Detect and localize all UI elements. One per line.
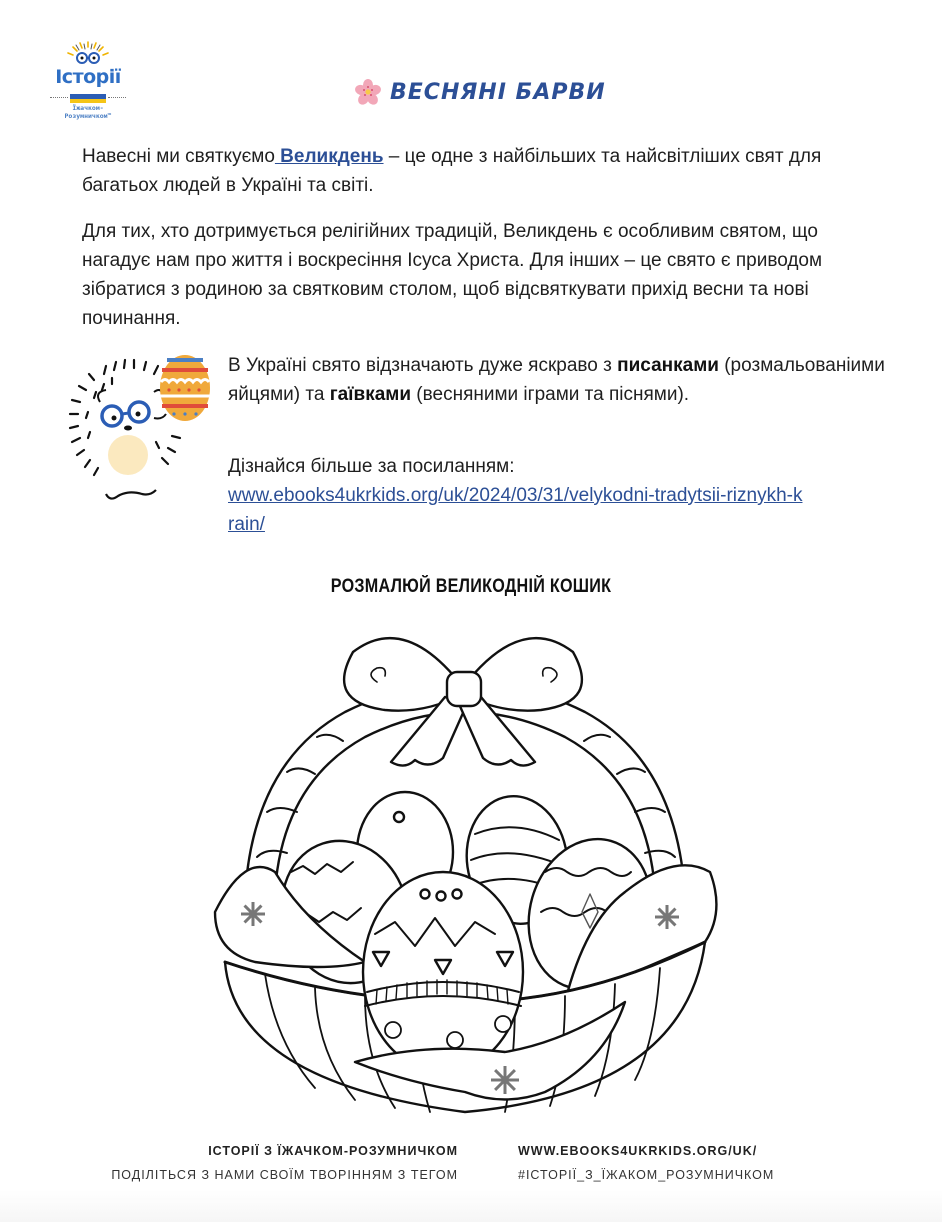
traditions-text-1: В Україні свято відзначають дуже яскраво з — [228, 355, 618, 376]
logo-title: Історії — [55, 66, 121, 88]
logo-divider — [50, 97, 68, 98]
traditions-text-2: (розмальованіими яйцями) та — [228, 355, 885, 405]
easter-link[interactable]: Великдень — [274, 146, 384, 167]
intro-paragraph — [82, 142, 862, 200]
intro-text-start: Навесні ми святкуємо — [82, 146, 275, 167]
footer-hashtag: #ІСТОРІЇ_З_ЇЖАКОМ_РОЗУМНИЧКОМ — [518, 1168, 775, 1182]
logo-subtitle-line1: Їжачком- — [72, 104, 104, 112]
hedgehog-with-egg-illustration — [42, 332, 222, 520]
footer-brand: ІСТОРІЇ З ЇЖАЧКОМ-РОЗУМНИЧКОМ — [208, 1144, 458, 1158]
page-title: ВЕСНЯНІ БАРВИ — [390, 79, 606, 105]
logo-divider — [108, 97, 126, 98]
footer-share-text: ПОДІЛІТЬСЯ З НАМИ СВОЇМ ТВОРІННЯМ З ТЕГОМ — [111, 1168, 458, 1182]
learn-more-link[interactable]: www.ebooks4ukrkids.org/uk/2024/03/31/velykodni-tradytsii-riznykh-krain/ — [228, 485, 803, 535]
pysanky-term: писанками — [617, 355, 719, 376]
learn-more-label: Дізнайся більше за посиланням: — [228, 456, 515, 477]
easter-basket-coloring-illustration — [205, 622, 720, 1122]
cherry-blossom-icon — [354, 78, 382, 106]
haivky-term: гаївками — [329, 384, 412, 405]
footer-website-link[interactable]: WWW.EBOOKS4UKRKIDS.ORG/UK/ — [518, 1144, 758, 1158]
ukraine-flag-icon — [70, 94, 106, 103]
traditions-paragraph — [228, 351, 888, 409]
page-heading — [354, 78, 606, 106]
religious-paragraph: Для тих, хто дотримується релігійних традицій, Великдень є особливим святом, що нагадує нам про життя і воскресіння Ісуса Христа. Для інших – це свято є приводом зібратися з родиною за святковим столом, щоб відсвяткувати прихід весни та нові починання. — [82, 221, 823, 329]
logo-subtitle-line2: Розумничком™ — [64, 112, 112, 120]
page-bottom-edge — [0, 1190, 942, 1222]
easter-egg-icon — [160, 355, 210, 421]
traditions-text-3: (весняними іграми та піснями). — [411, 384, 690, 405]
logo — [48, 40, 128, 120]
intro-text-end: – це одне з найбільших та найсвітліших свят для багатьох людей в Україні та світі. — [82, 146, 822, 196]
hedgehog-logo-icon — [62, 40, 114, 68]
coloring-title: РОЗМАЛЮЙ ВЕЛИКОДНІЙ КОШИК — [330, 576, 612, 597]
learn-more-block — [228, 452, 888, 539]
